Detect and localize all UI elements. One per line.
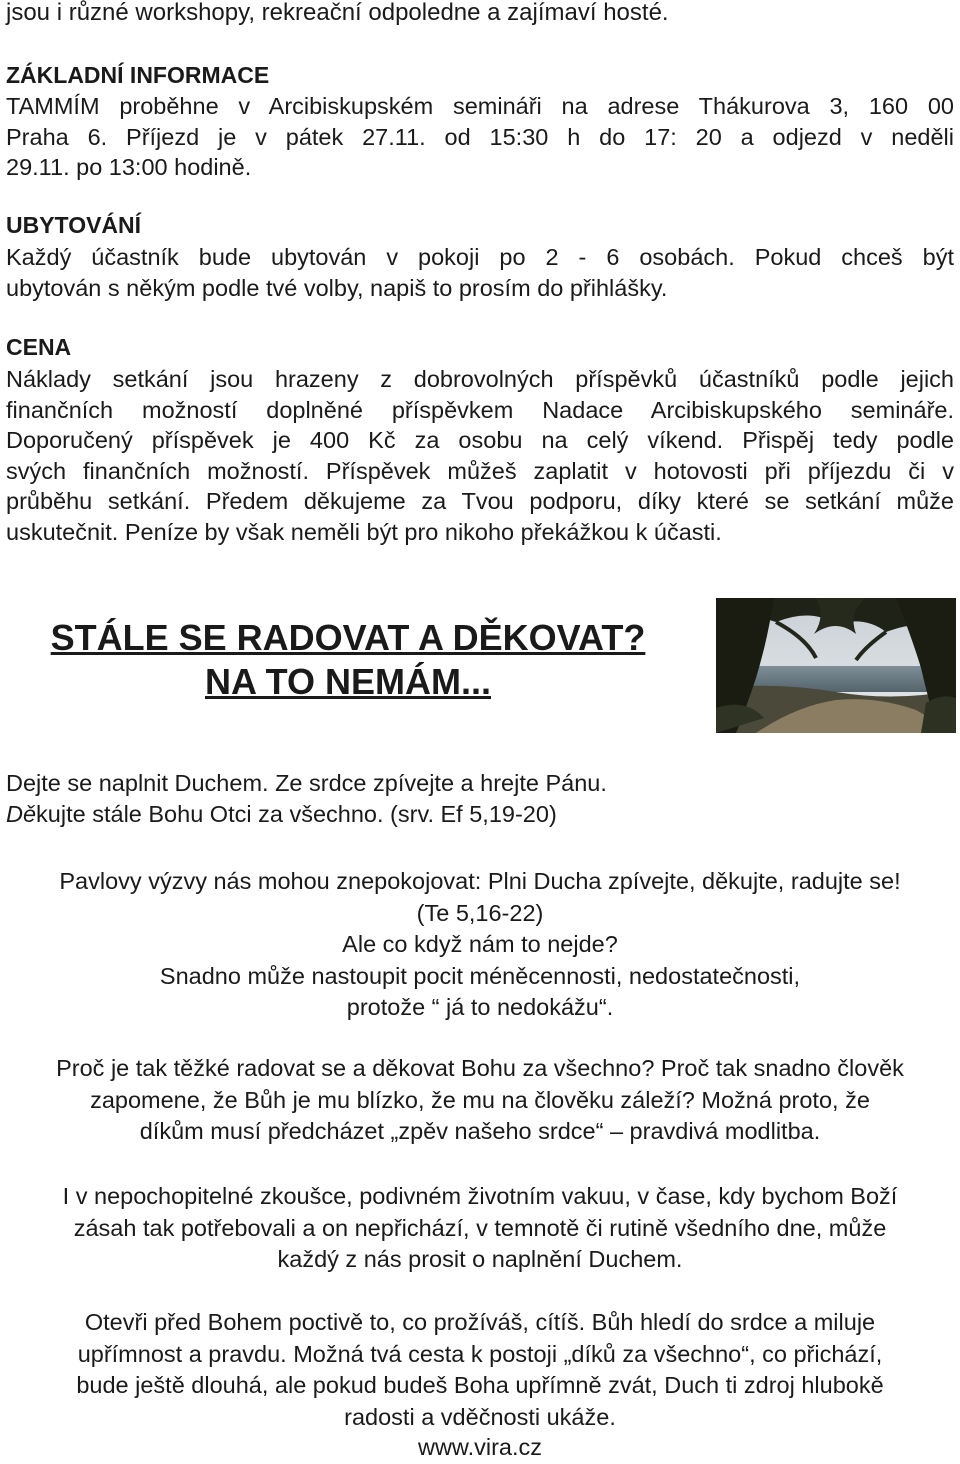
text-line: radosti a vděčnosti ukáže. bbox=[344, 1403, 616, 1430]
text-line: uskutečnit. Peníze by však neměli být pro nikoho překážkou k účasti. bbox=[6, 518, 722, 545]
text-line: 29.11. po 13:00 hodině. bbox=[6, 154, 252, 180]
price-heading: CENA bbox=[6, 334, 72, 360]
coast-trees-photo bbox=[716, 598, 956, 733]
paragraph-1 bbox=[0, 866, 960, 1024]
text-line: svých finančních možností. Příspěvek můžeš zaplatit v hotovosti při příjezdu či v bbox=[6, 457, 954, 484]
basic-info-heading: ZÁKLADNÍ INFORMACE bbox=[6, 62, 270, 88]
text-line: (Te 5,16-22) bbox=[416, 899, 544, 926]
text-line: TAMMÍM proběhne v Arcibiskupském semináři na adrese Thákurova 3, 160 00 bbox=[6, 93, 954, 119]
text-line: upřímnost a pravdu. Možná tvá cesta k postoji „díků za všechno“, co přichází, bbox=[77, 1340, 883, 1367]
text-line: Proč je tak těžké radovat se a děkovat Bohu za všechno? Proč tak snadno člověk bbox=[56, 1055, 904, 1081]
accommodation-heading: UBYTOVÁNÍ bbox=[6, 212, 142, 238]
text-line: průběhu setkání. Předem děkujeme za Tvou podporu, díky které se setkání může bbox=[6, 488, 954, 514]
text-line: každý z nás prosit o naplnění Duchem. bbox=[277, 1246, 683, 1272]
basic-info-text bbox=[6, 91, 954, 183]
text-line: díkům musí předcházet „zpěv našeho srdce“ – pravdivá modlitba. bbox=[139, 1118, 821, 1144]
text-line: Praha 6. Příjezd je v pátek 27.11. od 15:30 h do 17: 20 a odjezd v neděli bbox=[6, 123, 954, 150]
text-line: Snadno může nastoupit pocit méněcennosti, nedostatečnosti, bbox=[159, 962, 801, 989]
article-title-line2: NA TO NEMÁM... bbox=[205, 661, 491, 702]
text-line: ubytován s někým podle tvé volby, napiš to prosím do přihlášky. bbox=[6, 274, 668, 301]
text-line: Každý účastník bude ubytován v pokoji po 2 - 6 osobách. Pokud chceš být bbox=[6, 244, 954, 270]
paragraph-3 bbox=[0, 1181, 960, 1276]
article-title-line1: STÁLE SE RADOVAT A DĚKOVAT? bbox=[50, 617, 646, 658]
verse-line1: Dejte se naplnit Duchem. Ze srdce zpívejte a hrejte Pánu. bbox=[6, 770, 607, 796]
price-text bbox=[6, 364, 954, 547]
text-line: finančních možností doplněné příspěvkem Nadace Arcibiskupského semináře. bbox=[6, 396, 954, 423]
text-line: zapomene, že Bůh je mu blízko, že mu na člověku záleží? Možná proto, že bbox=[90, 1086, 870, 1113]
coast-trees-illustration bbox=[716, 598, 956, 733]
text-line: Ale co když nám to nejde? bbox=[342, 931, 618, 957]
text-line: bude ještě dlouhá, ale pokud budeš Boha upřímně zvát, Duch ti zdroj hlubokě bbox=[76, 1372, 884, 1398]
text-line: I v nepochopitelné zkoušce, podivném životním vakuu, v čase, kdy bychom Boží bbox=[62, 1183, 898, 1209]
text-line: zásah tak potřebovali a on nepřichází, v temnotě či rutině všedního dne, může bbox=[73, 1214, 887, 1241]
paragraph-4 bbox=[0, 1307, 960, 1433]
verse-italic-part: Dě bbox=[6, 801, 37, 827]
text-line: Otevři před Bohem poctivě to, co prožíváš, cítíš. Bůh hledí do srdce a miluje bbox=[84, 1309, 876, 1335]
source-link-text[interactable]: www.vira.cz bbox=[417, 1434, 543, 1460]
text-line: Doporučený příspěvek je 400 Kč za osobu na celý víkend. Přispěj tedy podle bbox=[6, 427, 954, 453]
verse-rest: kujte stále Bohu Otci za všechno. (srv. Ef 5,19-20) bbox=[36, 801, 557, 827]
verse-line2 bbox=[6, 799, 557, 830]
intro-fragment: jsou i různé workshopy, rekreační odpoledne a zajímaví hosté. bbox=[6, 0, 669, 26]
accommodation-text bbox=[6, 242, 954, 303]
text-line: Náklady setkání jsou hrazeny z dobrovolných příspěvků účastníků podle jejich bbox=[6, 366, 954, 392]
text-line: protože “ já to nedokážu“. bbox=[346, 994, 614, 1020]
text-line: Pavlovy výzvy nás mohou znepokojovat: Plni Ducha zpívejte, děkujte, radujte se! bbox=[59, 868, 901, 894]
paragraph-2 bbox=[0, 1053, 960, 1148]
